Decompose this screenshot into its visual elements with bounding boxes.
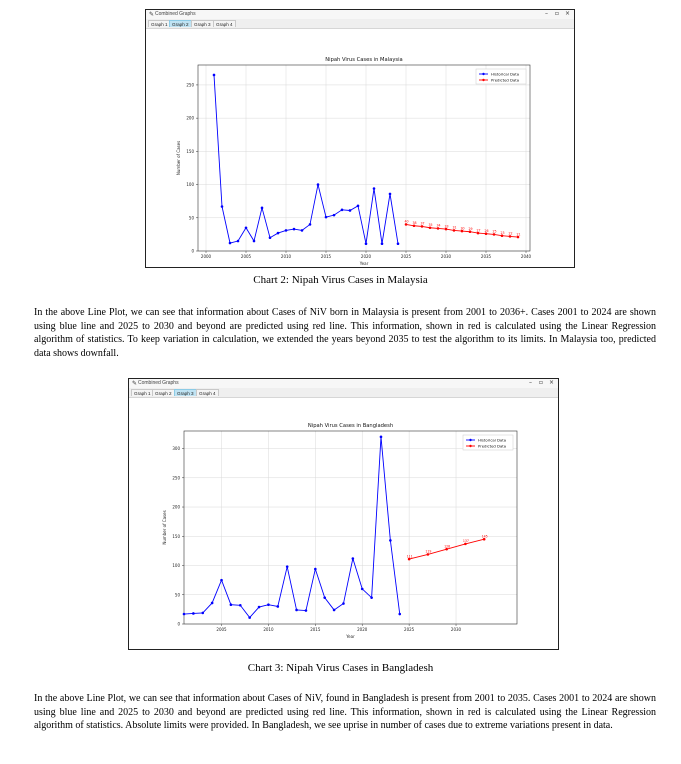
data-point bbox=[323, 596, 326, 599]
x-tick-label: 2010 bbox=[280, 254, 292, 259]
y-tick-label: 200 bbox=[186, 115, 194, 121]
data-point bbox=[381, 242, 384, 245]
legend-marker bbox=[482, 79, 484, 81]
tab-graph-1[interactable]: Graph 1 bbox=[148, 20, 171, 27]
data-point bbox=[277, 232, 280, 235]
data-point bbox=[269, 236, 272, 239]
data-point bbox=[286, 565, 289, 568]
plot-frame bbox=[198, 65, 530, 251]
x-tick-label: 2005 bbox=[240, 254, 252, 259]
tab-graph-4[interactable]: Graph 4 bbox=[213, 20, 236, 27]
data-point bbox=[365, 242, 368, 245]
y-tick-label: 150 bbox=[186, 148, 194, 154]
legend-marker bbox=[482, 73, 484, 75]
y-tick-label: 50 bbox=[174, 592, 180, 598]
data-label: 40 bbox=[404, 219, 409, 224]
data-label: 145 bbox=[481, 534, 488, 539]
close-icon[interactable]: × bbox=[548, 379, 554, 386]
data-label: 34 bbox=[436, 223, 441, 228]
data-point bbox=[333, 609, 336, 612]
legend-label: Predicted Data bbox=[491, 77, 520, 83]
x-tick-label: 2035 bbox=[480, 254, 492, 259]
y-tick-label: 100 bbox=[186, 182, 194, 188]
y-tick-label: 0 bbox=[191, 248, 194, 254]
tab-graph-4[interactable]: Graph 4 bbox=[196, 389, 219, 396]
data-point bbox=[277, 605, 280, 608]
x-tick-label: 2010 bbox=[263, 627, 274, 632]
data-point bbox=[357, 205, 360, 208]
data-point bbox=[285, 229, 288, 232]
data-point bbox=[237, 240, 240, 243]
data-point bbox=[248, 616, 251, 619]
x-tick-label: 2025 bbox=[400, 254, 412, 259]
close-icon[interactable]: × bbox=[564, 10, 570, 17]
x-tick-label: 2025 bbox=[404, 627, 415, 632]
x-tick-label: 2005 bbox=[216, 627, 227, 632]
data-point bbox=[373, 187, 376, 190]
data-point bbox=[293, 228, 296, 231]
plot-frame bbox=[184, 431, 517, 624]
tab-graph-2[interactable]: Graph 2 bbox=[152, 389, 175, 396]
data-point bbox=[245, 226, 248, 229]
data-point bbox=[397, 242, 400, 245]
chart-title: Nipah Virus Cases in Bangladesh bbox=[307, 423, 394, 429]
data-point bbox=[380, 436, 383, 439]
data-label: 137 bbox=[462, 539, 469, 544]
data-point bbox=[349, 209, 352, 212]
y-tick-label: 150 bbox=[172, 533, 180, 539]
feather-icon: ✎ bbox=[149, 11, 155, 18]
data-point bbox=[229, 242, 232, 245]
data-point bbox=[352, 557, 355, 560]
figure-window-bangladesh bbox=[128, 378, 559, 650]
data-point bbox=[258, 606, 261, 609]
x-tick-label: 2040 bbox=[520, 254, 532, 259]
bangladesh-line-chart bbox=[129, 398, 560, 651]
data-point bbox=[295, 609, 298, 612]
data-point bbox=[325, 216, 328, 219]
data-point bbox=[361, 588, 364, 591]
legend-marker bbox=[469, 445, 471, 447]
legend-marker bbox=[469, 439, 471, 441]
data-label: 37 bbox=[420, 221, 425, 226]
window-title: Combined Graphs bbox=[155, 11, 196, 17]
data-point bbox=[341, 209, 344, 212]
data-label: 33 bbox=[444, 224, 449, 229]
y-tick-label: 300 bbox=[172, 446, 180, 452]
data-point bbox=[389, 539, 392, 542]
data-label: 23 bbox=[500, 230, 505, 235]
data-point bbox=[333, 214, 336, 217]
data-point bbox=[239, 604, 242, 607]
paragraph-malaysia: In the above Line Plot, we can see that information about Cases of NiV born in Malaysia is present from 2001 to 2036+. Cases 2001 to 2024 are shown using blue line and 2025 to 2030 and beyond are predicted using red line. This information, shown in red is calculated using the Linear Regression algorithm of statistics. To keep variation in calculation, we extended the years beyond 2035 to test the algorithm to its limits. In Malaysia too, predicted data shows downfall. bbox=[34, 307, 656, 359]
data-point bbox=[230, 603, 233, 606]
window-title: Combined Graphs bbox=[138, 380, 179, 386]
data-point bbox=[220, 579, 223, 582]
data-point bbox=[253, 240, 256, 243]
feather-icon: ✎ bbox=[132, 380, 138, 387]
window-titlebar bbox=[129, 379, 558, 388]
data-point bbox=[398, 613, 401, 616]
data-label: 35 bbox=[428, 222, 433, 227]
data-label: 119 bbox=[425, 549, 432, 554]
data-label: 38 bbox=[412, 220, 417, 225]
data-point bbox=[342, 602, 345, 605]
paragraph-bangladesh: In the above Line Plot, we can see that information about Cases of NiV, found in Bangladesh is present from 2001 to 2035. Cases 2001 to 2024 are shown using blue line and 2025 to 2030 and beyond are predicted using red line. This information, shown in red is calculated using the Linear Regression algorithm of statistics. Absolute limits were provided. In Bangladesh, we see uprise in number of cases due to extreme variations present in data. bbox=[34, 693, 656, 731]
x-tick-label: 2030 bbox=[440, 254, 452, 259]
x-tick-label: 2015 bbox=[320, 254, 332, 259]
data-label: 21 bbox=[516, 232, 521, 237]
window-titlebar bbox=[146, 10, 574, 19]
figure-caption-bangladesh: Chart 3: Nipah Virus Cases in Bangladesh bbox=[247, 662, 434, 674]
data-label: 25 bbox=[492, 229, 497, 234]
data-point bbox=[192, 612, 195, 615]
data-point bbox=[305, 609, 308, 612]
data-point bbox=[221, 205, 224, 208]
tab-bar bbox=[146, 19, 574, 29]
chart-title: Nipah Virus Cases in Malaysia bbox=[325, 57, 403, 63]
legend-label: Predicted Data bbox=[478, 443, 507, 449]
maximize-icon[interactable]: ▫ bbox=[554, 10, 559, 17]
figure-window-malaysia bbox=[145, 9, 575, 268]
data-label: 29 bbox=[468, 226, 473, 231]
y-tick-label: 0 bbox=[177, 621, 180, 627]
series-line-historical bbox=[214, 75, 398, 244]
tab-graph-1[interactable]: Graph 1 bbox=[131, 389, 154, 396]
tab-graph-2[interactable]: Graph 2 bbox=[169, 20, 192, 27]
y-axis-label: Number of Cases bbox=[176, 140, 181, 176]
x-axis-label: Year bbox=[346, 634, 355, 639]
data-point bbox=[213, 74, 216, 77]
data-label: 27 bbox=[476, 228, 481, 233]
y-tick-label: 50 bbox=[188, 215, 194, 221]
minimize-icon[interactable]: – bbox=[545, 10, 548, 17]
x-axis-label: Year bbox=[359, 261, 369, 266]
x-tick-label: 2020 bbox=[357, 627, 368, 632]
figure-caption-malaysia: Chart 2: Nipah Virus Cases in Malaysia bbox=[253, 274, 428, 286]
series-line-historical bbox=[184, 437, 400, 618]
data-point bbox=[389, 193, 392, 196]
data-label: 26 bbox=[484, 228, 489, 233]
y-tick-label: 250 bbox=[186, 82, 194, 88]
data-point bbox=[261, 207, 264, 210]
x-tick-label: 2000 bbox=[200, 254, 212, 259]
data-label: 30 bbox=[460, 226, 465, 231]
tab-bar bbox=[129, 388, 558, 398]
malaysia-line-chart bbox=[146, 29, 576, 269]
y-tick-label: 250 bbox=[172, 475, 180, 481]
legend-label: Historical Data bbox=[491, 71, 520, 77]
legend-label: Historical Data bbox=[478, 437, 507, 443]
x-tick-label: 2030 bbox=[450, 627, 462, 632]
tab-graph-3[interactable]: Graph 3 bbox=[191, 20, 214, 27]
data-point bbox=[314, 568, 317, 571]
data-point bbox=[370, 596, 373, 599]
y-tick-label: 200 bbox=[172, 504, 180, 510]
data-point bbox=[267, 603, 270, 606]
y-axis-label: Number of Cases bbox=[162, 510, 167, 545]
data-point bbox=[211, 602, 214, 605]
data-point bbox=[201, 612, 204, 615]
x-tick-label: 2015 bbox=[310, 627, 321, 632]
data-label: 31 bbox=[452, 225, 457, 230]
maximize-icon[interactable]: ▫ bbox=[538, 379, 543, 386]
y-tick-label: 100 bbox=[172, 563, 180, 569]
data-label: 128 bbox=[444, 544, 451, 549]
data-point bbox=[301, 229, 304, 232]
data-label: 22 bbox=[508, 231, 513, 236]
data-point bbox=[309, 223, 312, 226]
minimize-icon[interactable]: – bbox=[529, 379, 532, 386]
data-label: 111 bbox=[406, 554, 413, 559]
tab-graph-3[interactable]: Graph 3 bbox=[174, 389, 197, 396]
data-point bbox=[183, 613, 186, 616]
x-tick-label: 2020 bbox=[360, 254, 372, 259]
data-point bbox=[317, 183, 320, 186]
